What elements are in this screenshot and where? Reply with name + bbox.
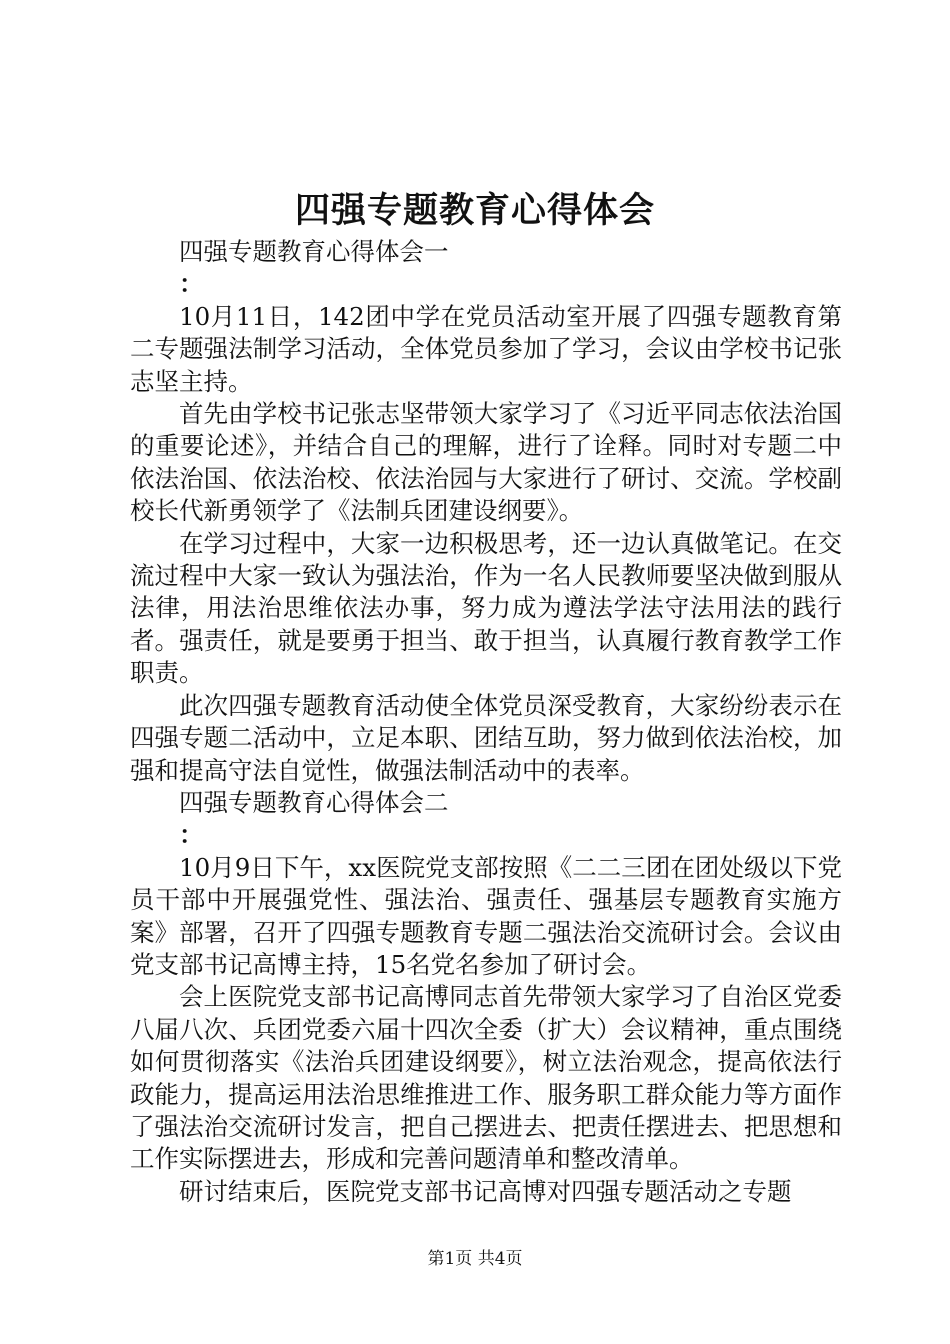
section-colon-2: ：: [179, 820, 204, 850]
paragraph: 10月11日，142团中学在党员活动室开展了四强专题教育第二专题强法制学习活动，全体党员参加了学习，会议由学校书记张志坚主持。: [130, 301, 842, 396]
document-title: 四强专题教育心得体会: [294, 190, 655, 231]
section-colon-1: ：: [179, 269, 204, 299]
paragraph: 在学习过程中，大家一边积极思考，还一边认真做笔记。在交流过程中大家一致认为强法治，作为一名人民教师要坚决做到服从法律，用法治思维依法办事，努力成为遵法学法守法用法的践行者。强责任，就是要勇于担当、敢于担当，认真履行教育教学工作职责。: [130, 528, 842, 688]
paragraph: 10月9日下午，xx医院党支部按照《二二三团在团处级以下党员干部中开展强党性、强法治、强责任、强基层专题教育实施方案》部署，召开了四强专题教育专题二强法治交流研讨会。会议由党支部书记高博主持，15名党名参加了研讨会。: [130, 852, 842, 979]
section-heading-2: 四强专题教育心得体会二: [179, 787, 449, 817]
document-body: [130, 236, 842, 1208]
paragraph: 研讨结束后，医院党支部书记高博对四强专题活动之专题: [179, 1176, 792, 1206]
section-heading-1: 四强专题教育心得体会一: [179, 237, 449, 266]
paragraph: 此次四强专题教育活动使全体党员深受教育，大家纷纷表示在四强专题二活动中，立足本职、团结互助，努力做到依法治校，加强和提高守法自觉性，做强法制活动中的表率。: [130, 690, 842, 785]
page-number-footer: 第1页 共4页: [427, 1249, 523, 1269]
paragraph: 会上医院党支部书记高博同志首先带领大家学习了自治区党委八届八次、兵团党委六届十四次全委（扩大）会议精神，重点围绕如何贯彻落实《法治兵团建设纲要》，树立法治观念，提高依法行政能力，提高运用法治思维推进工作、服务职工群众能力等方面作了强法治交流研讨发言，把自己摆进去、把责任摆进去、把思想和工作实际摆进去，形成和完善问题清单和整改清单。: [130, 982, 842, 1174]
paragraph: 首先由学校书记张志坚带领大家学习了《习近平同志依法治国的重要论述》，并结合自己的理解，进行了诠释。同时对专题二中依法治国、依法治校、依法治园与大家进行了研讨、交流。学校副校长代新勇领学了《法制兵团建设纲要》。: [130, 399, 842, 526]
